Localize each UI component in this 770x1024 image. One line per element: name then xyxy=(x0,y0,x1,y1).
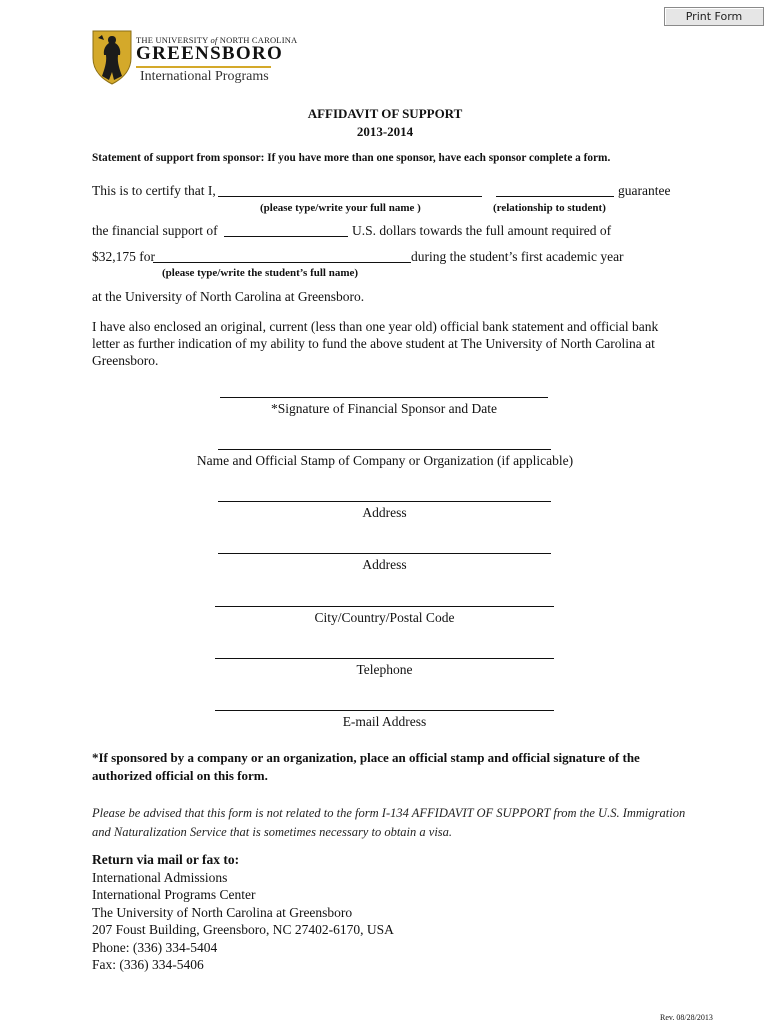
logo-greensboro: GREENSBORO xyxy=(136,43,284,64)
address-label-2: Address xyxy=(362,557,407,572)
fullname-hint: (please type/write your full name ) xyxy=(260,202,421,214)
address-line-2[interactable] xyxy=(218,553,551,554)
certify-prefix: This is to certify that I, xyxy=(92,183,216,198)
uncg-shield-logo xyxy=(90,28,134,86)
financial-prefix: the financial support of xyxy=(92,223,218,238)
return-line: Fax: (336) 334-5406 xyxy=(92,957,204,972)
form-year: 2013-2014 xyxy=(356,124,414,139)
sponsor-name-field[interactable] xyxy=(218,196,482,197)
telephone-line[interactable] xyxy=(215,658,554,659)
print-form-button[interactable]: Print Form xyxy=(664,7,764,26)
guarantee-text: guarantee xyxy=(618,183,671,198)
logo-subtitle: International Programs xyxy=(140,69,269,84)
company-note: *If sponsored by a company or an organization, place an official stamp and official signature of the authorized official on this form. xyxy=(92,750,640,783)
university-line: at the University of North Carolina at Greensboro. xyxy=(92,289,365,304)
enclosed-line-3: Greensboro. xyxy=(92,353,159,368)
logo-divider xyxy=(136,66,271,68)
city-country-postal-label: City/Country/Postal Code xyxy=(314,610,455,625)
revision-date: Rev. 08/28/2013 xyxy=(660,1013,713,1022)
form-title: AFFIDAVIT OF SUPPORT xyxy=(307,106,463,121)
sponsor-statement: Statement of support from sponsor: If you have more than one sponsor, have each sponsor complete a form. xyxy=(92,152,611,164)
student-name-field[interactable] xyxy=(153,262,411,263)
email-label: E-mail Address xyxy=(342,714,427,729)
return-line: International Programs Center xyxy=(92,887,256,902)
amount-prefix: $32,175 for xyxy=(92,249,155,264)
company-stamp-label: Name and Official Stamp of Company or Organization (if applicable) xyxy=(196,453,574,468)
student-hint: (please type/write the student’s full name) xyxy=(162,267,359,279)
amount-suffix: during the student’s first academic year xyxy=(411,249,624,264)
address-label-1: Address xyxy=(362,505,407,520)
city-country-postal-line[interactable] xyxy=(215,606,554,607)
return-line: Phone: (336) 334-5404 xyxy=(92,940,218,955)
return-line: The University of North Carolina at Greensboro xyxy=(92,905,353,920)
signature-label: *Signature of Financial Sponsor and Date xyxy=(270,401,498,416)
return-heading: Return via mail or fax to: xyxy=(92,852,240,867)
telephone-label: Telephone xyxy=(356,662,413,677)
advisory-note: Please be advised that this form is not related to the form I-134 AFFIDAVIT OF SUPPORT from the U.S. Immigration and Naturalization Service that is sometimes necessary to obtain a visa. xyxy=(92,806,686,839)
company-stamp-line[interactable] xyxy=(218,449,551,450)
enclosed-line-1: I have also enclosed an original, current (less than one year old) official bank statement and official bank xyxy=(92,319,659,334)
financial-suffix: U.S. dollars towards the full amount required of xyxy=(352,223,612,238)
enclosed-line-2: letter as further indication of my ability to fund the above student at The University of North Carolina at xyxy=(92,336,655,351)
amount-field[interactable] xyxy=(224,236,348,237)
relationship-field[interactable] xyxy=(496,196,614,197)
return-line: International Admissions xyxy=(92,870,228,885)
logo-university-line: THE UNIVERSITY of NORTH CAROLINA xyxy=(136,35,298,45)
email-line[interactable] xyxy=(215,710,554,711)
relationship-hint: (relationship to student) xyxy=(493,202,606,214)
signature-line[interactable] xyxy=(220,397,548,398)
return-line: 207 Foust Building, Greensboro, NC 27402-6170, USA xyxy=(92,922,394,937)
address-line-1[interactable] xyxy=(218,501,551,502)
